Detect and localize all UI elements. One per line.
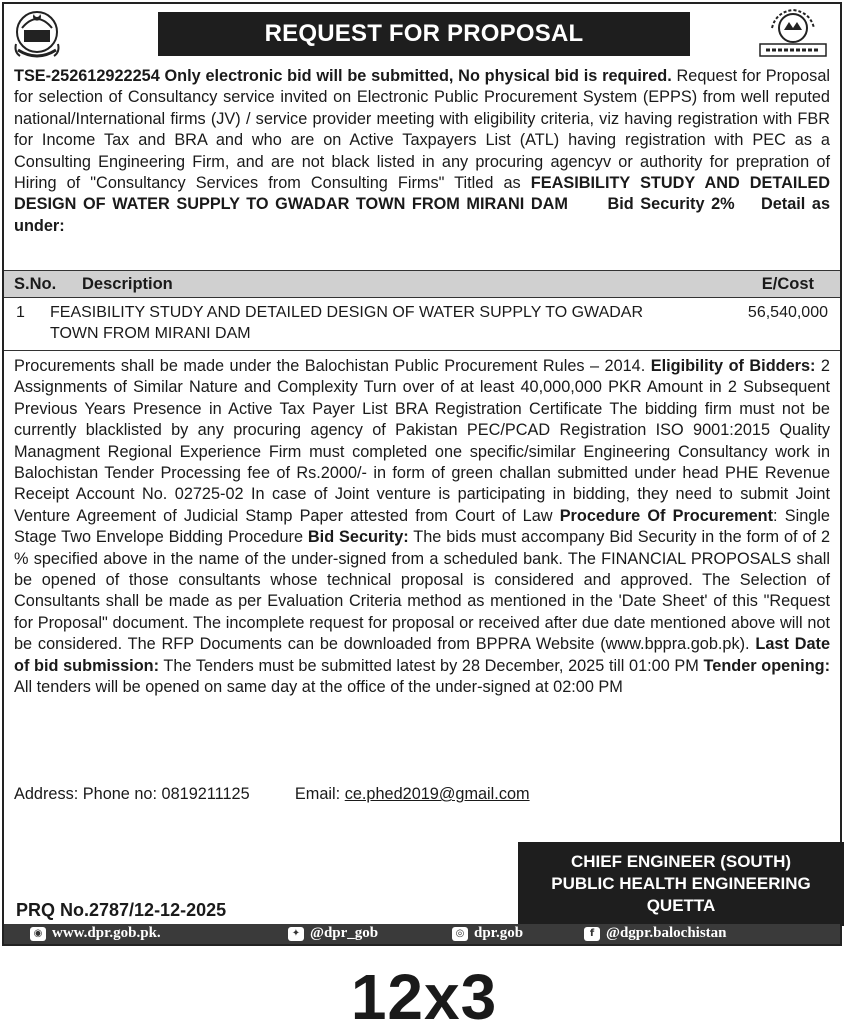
bid-security-note: Bid Security 2% bbox=[607, 195, 735, 214]
table-header bbox=[4, 270, 840, 298]
row-cost: 56,540,000 bbox=[747, 304, 828, 321]
intro-text: Request for Proposal for selection of Consultancy service invited on Electronic Public Procurement System (EPPS) from well reputed national/International firms (JV) / service provider meeting with eligibility criteria, viz having registration with FBR for Income Tax and BRA and who are on Active Taxpayers List (ATL) having registration with PEC as a Consulting Engineering Firm, and are not black listed in any procuring agencyv or authority for prepration of Hiring of "Consultancy Services from Consulting Firms" Titled as bbox=[14, 67, 830, 193]
header-sno: S.No. bbox=[14, 274, 57, 293]
email-link[interactable]: ce.phed2019@gmail.com bbox=[344, 785, 530, 803]
footer-twitter-text: @dpr_gob bbox=[310, 925, 379, 941]
detail-label: Detail as under: bbox=[14, 195, 830, 235]
row-description: FEASIBILITY STUDY AND DETAILED DESIGN OF WATER SUPPLY TO GWADAR TOWN FROM MIRANI DAM bbox=[50, 304, 644, 342]
intro-paragraph bbox=[14, 66, 830, 237]
procedure-label: Procedure Of Procurement bbox=[559, 506, 774, 525]
header-description: Description bbox=[82, 274, 173, 293]
tender-opening-label: Tender opening: bbox=[703, 656, 831, 675]
page-title: REQUEST FOR PROPOSAL bbox=[158, 12, 690, 56]
signature-title: CHIEF ENGINEER (SOUTH) bbox=[570, 852, 792, 871]
header-cost: E/Cost bbox=[761, 274, 814, 293]
footer-facebook[interactable] bbox=[584, 925, 727, 942]
signature-city: QUETTA bbox=[646, 896, 716, 915]
signature-department: PUBLIC HEALTH ENGINEERING bbox=[551, 874, 811, 893]
procurement-rules: Procurements shall be made under the Balochistan Public Procurement Rules – 2014. bbox=[14, 357, 651, 375]
footer-instagram-text: dpr.gob bbox=[474, 925, 524, 941]
email-label: Email: bbox=[294, 785, 341, 803]
project-title: FEASIBILITY STUDY AND DETAILED DESIGN OF WATER SUPPLY TO GWADAR TOWN FROM MIRANI DAM bbox=[14, 174, 831, 214]
facebook-icon: f bbox=[584, 927, 600, 941]
twitter-icon: ✦ bbox=[288, 927, 304, 941]
prq-number: PRQ No.2787/12-12-2025 bbox=[16, 900, 227, 920]
tender-opening-text: All tenders will be opened on same day at the office of the under-signed at 02:00 PM bbox=[14, 678, 623, 697]
globe-icon: ◉ bbox=[30, 927, 46, 941]
footer-instagram[interactable] bbox=[452, 925, 523, 942]
phe-emblem-icon bbox=[754, 6, 832, 62]
last-date-label: Last Date of bid submission: bbox=[14, 635, 830, 675]
procedure-text: : Single Stage Two Envelope Bidding Procedure bbox=[14, 506, 830, 547]
last-date-text: The Tenders must be submitted latest by 28 December, 2025 till 01:00 PM bbox=[159, 656, 704, 675]
footer-twitter[interactable] bbox=[288, 925, 378, 942]
tse-notice: TSE-252612922254 Only electronic bid will be submitted, No physical bid is required. bbox=[14, 67, 672, 85]
contact-line bbox=[14, 784, 530, 805]
instagram-icon: ◎ bbox=[452, 927, 468, 941]
address-phone: Address: Phone no: 0819211125 bbox=[14, 785, 250, 803]
footer-website-text: www.dpr.gob.pk. bbox=[52, 925, 161, 941]
tender-table bbox=[4, 270, 840, 351]
signature-block bbox=[518, 842, 844, 926]
security-label: Bid Security: bbox=[307, 528, 409, 547]
balochistan-emblem-icon bbox=[10, 6, 64, 62]
table-row bbox=[4, 298, 840, 351]
footer-website[interactable] bbox=[30, 925, 161, 942]
footer-facebook-text: @dgpr.balochistan bbox=[606, 925, 727, 941]
eligibility-label: Eligibility of Bidders: bbox=[650, 357, 816, 375]
ad-size-label: 12x3 bbox=[350, 961, 498, 1033]
terms-paragraph bbox=[14, 356, 830, 699]
security-text: The bids must accompany Bid Security in the form of of 2 % specified above in the name of the under-signed from a scheduled bank. The FINANCIAL PROPOSALS shall be opened of those consultants whose technical proposal is considered and approved. The Selection of Consultants shall be made as per Evaluation Criteria method as mentioned in the 'Date Sheet' of this "Request for Proposal" document. The incomplete request for proposal or received after due date mentioned above will not be considered. The RFP Documents can be downloaded from BPPRA Website (www.bppra.gob.pk). bbox=[14, 528, 830, 654]
row-sno: 1 bbox=[16, 304, 25, 321]
eligibility-text: 2 Assignments of Similar Nature and Complexity Turn over of at least 40,000,000 PKR Amount in 2 Subsequent Previous Years Presence in Active Tax Payer List BRA Registration Certificate The bidding firm must not be currently blacklisted by any procuring agency of Pakistan PEC/PCAD Registration ISO 9001:2015 Quality Managment Regional Experience Firm must completed one specific/similar Engineering Consultancy work in Balochistan Tender Processing fee of Rs.2000/- in form of green challan submitted under head PHE Revenue Receipt Account No. 02725-02 In case of Joint venture is participating in bidding, they need to submit Joint Venture Agreement of Judicial Stamp Paper attested from Court of Law bbox=[14, 357, 830, 525]
footer-bar bbox=[4, 924, 840, 944]
